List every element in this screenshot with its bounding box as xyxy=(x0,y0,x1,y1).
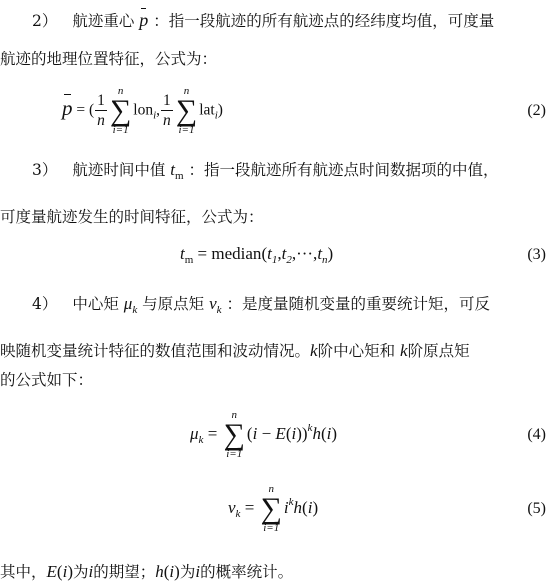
item-2-line1 xyxy=(32,10,494,31)
symbol-p-bar: p xyxy=(139,10,149,30)
item-2-term: 航迹重心 xyxy=(72,12,135,30)
item-4-line3: 的公式如下： xyxy=(0,371,94,389)
footer-line: 其中，E(i)为i的期望；h(i)为i的概率统计。 xyxy=(0,562,294,581)
item-3-line1: 3） 航迹时间中值 $t_m$ ：指一段航迹所有航迹点时间数据项的中值， xyxy=(32,160,499,182)
item-4-line2: 映随机变量统计特征的数值范围和波动情况。k阶中心矩和 k阶原点矩 xyxy=(0,341,470,360)
equation-3: $t_m$ = $median(t_1,t_2,\cdot\cdot\cdot,t_n)$ (3) xyxy=(180,244,546,266)
equation-5: $v_k$ = n ∑ i=1 $i^kh(i)$ (5) xyxy=(228,483,546,534)
equation-2 xyxy=(0,80,554,140)
item-2-number: 2） xyxy=(32,12,58,30)
item-2-line2: 航迹的地理位置特征，公式为： xyxy=(0,50,218,68)
item-3-line2: 可度量航迹发生的时间特征，公式为： xyxy=(0,208,264,226)
equation-2-body: p = ( $\frac{1}{n}$ n ∑ i=1 lon$_i$, $\frac{1}{n}$ n ∑ i=1 lat$_i$) xyxy=(62,85,223,136)
item-2-desc: ：指一段航迹的所有航迹点的经纬度均值，可度量 xyxy=(153,12,495,30)
equation-2-number: (2) xyxy=(527,102,546,119)
item-4-line1: 4） 中心矩 $\mu_k$ 与原点矩 $v_k$ ：是度量随机变量的重要统计矩，可反 xyxy=(32,294,490,316)
equation-4: $\mu_k$ = n ∑ i=1 $(i - E(i))^kh(i)$ (4) xyxy=(190,409,546,460)
